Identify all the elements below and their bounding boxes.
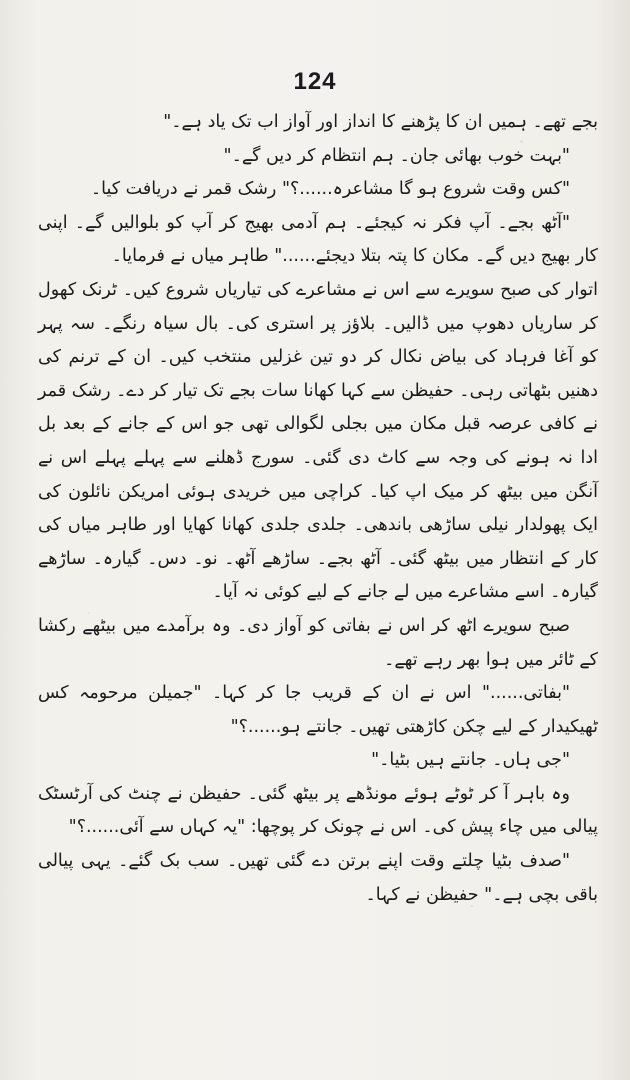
page-number: 124 [293,68,337,95]
paragraph: "کس وقت شروع ہو گا مشاعرہ......؟" رشک قمر نے دریافت کیا۔ [90,179,570,200]
paragraph: اتوار کی صبح سویرے سے اس نے مشاعرے کی تیاریاں شروع کیں۔ ٹرنک کھول کر ساریاں دھوپ میں ڈالیں۔ بلاؤز پر استری کی۔ بال سیاہ رنگے۔ سہ پہر کو آغا فرہاد کی بیاض نکال کر دو تین غزلیں منتخب کیں۔ ان کے ترنم کی دھنیں بٹھاتی رہی۔ حفیظن سے کہا کھانا سات بجے تک تیار کر دے۔ رشک قمر نے کافی عرصہ قبل مکان میں بجلی لگوالی تھی جو اس کے جانے کے بعد بل ادا نہ ہونے کی وجہ سے کاٹ دی گئی۔ سورج ڈھلنے سے پہلے پہلے اس نے آنگن میں بیٹھ کر میک اپ کیا۔ کراچی میں خریدی ہوئی امریکن نائلون کی ایک پھولدار نیلی ساڑھی باندھی۔ جلدی جلدی کھانا کھایا اور طاہر میاں کی کار کے انتظار میں بیٹھ گئی۔ آٹھ بجے۔ ساڑھے آٹھ۔ نو۔ دس۔ گیارہ۔ ساڑھے گیارہ۔ اسے مشاعرے میں لے جانے کے لیے کوئی نہ آیا۔ [38,279,598,603]
paragraph: "آٹھ بجے۔ آپ فکر نہ کیجئے۔ ہم آدمی بھیج کر آپ کو بلوالیں گے۔ اپنی کار بھیج دیں گے۔ مکان کا پتہ بتلا دیجئے......" طاہر میاں نے فرمایا۔ [38,212,598,267]
paragraph: "بہت خوب بھائی جان۔ ہم انتظام کر دیں گے۔" [223,145,570,166]
body-text [38,106,598,912]
paragraph: "بفاتی......" اس نے ان کے قریب جا کر کہا۔ "جمیلن مرحومہ کس ٹھیکیدار کے لیے چکن کاڑھتی تھیں۔ جانتے ہو......؟" [38,683,598,737]
paragraph: وہ باہر آ کر ٹوٹے ہوئے مونڈھے پر بیٹھ گئی۔ حفیظن نے چنٹ کی آرٹسٹک پیالی میں چاء پیش کی۔ اس نے چونک کر پوچھا: "یہ کہاں سے آئی......؟" [38,783,598,838]
paragraph: "صدف بٹیا چلتے وقت اپنے برتن دے گئی تھیں۔ سب بک گئے۔ یہی پیالی باقی بچی ہے۔" حفیظن نے کہا۔ [38,851,598,905]
paragraph: بجے تھے۔ ہمیں ان کا پڑھنے کا انداز اور آواز اب تک یاد ہے۔" [163,112,598,132]
paragraph: صبح سویرے اٹھ کر اس نے بفاتی کو آواز دی۔ وہ برآمدے میں بیٹھے رکشا کے ٹائر میں ہوا بھر رہے تھے۔ [38,615,598,670]
paragraph: "جی ہاں۔ جانتے ہیں بٹیا۔" [371,750,570,771]
